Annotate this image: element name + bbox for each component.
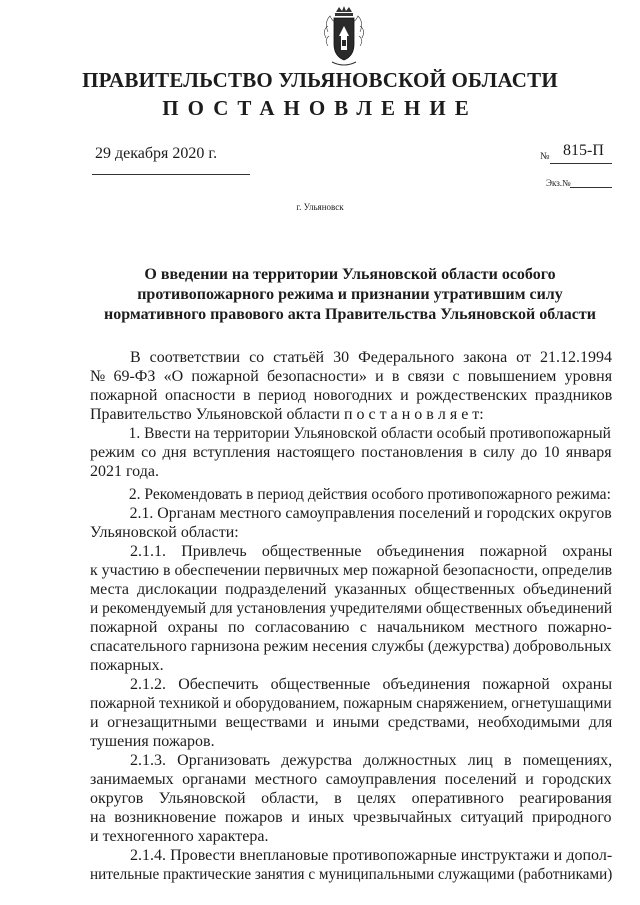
- coat-of-arms-icon: [322, 6, 366, 68]
- document-body: [90, 348, 612, 884]
- body-line: пожарной техникой и оборудованием, пожарным снаряжением, огнетушащими: [90, 695, 612, 712]
- number-underline: [550, 163, 612, 164]
- body-line: нительные практические занятия с муниципальными служащими (работниками): [90, 866, 613, 883]
- body-line: и огнезащитными веществами и иными средствами, необходимыми для: [90, 714, 613, 731]
- body-line: на возникновение пожаров и иных чрезвычайных ситуаций природного: [90, 809, 612, 826]
- copy-label: Экз.№: [546, 178, 571, 188]
- body-line: тушения пожаров.: [90, 733, 215, 750]
- body-line: пожарных.: [90, 657, 164, 674]
- document-heading: [90, 265, 610, 325]
- body-line: В соответствии со статьёй 30 Федерального закона от 21.12.1994: [130, 349, 612, 366]
- body-line: № 69-ФЗ «О пожарной безопасности» и в связи с повышением уровня: [90, 368, 613, 385]
- body-line: 2.1.3. Организовать дежурства должностных лиц в помещениях,: [130, 752, 613, 769]
- body-line: 2.1.2. Обеспечить общественные объединения пожарной охраны: [130, 676, 613, 693]
- body-line: и рекомендуемый для установления учредителями общественных объединений: [90, 600, 613, 617]
- body-line: округов Ульяновской области, в целях оперативного реагирования: [90, 790, 612, 807]
- heading-line: О введении на территории Ульяновской области особого: [144, 266, 556, 283]
- body-line: занимаемых органами местного самоуправления поселений и городских: [90, 771, 612, 788]
- body-line: к участию в обеспечении первичных мер пожарной безопасности, определив: [90, 562, 613, 579]
- body-line: Правительство Ульяновской области п о с т а н о в л я е т:: [90, 406, 484, 423]
- heading-line: нормативного правового акта Правительства Ульяновской области: [104, 306, 596, 323]
- body-line: 2. Рекомендовать в период действия особого противопожарного режима:: [128, 486, 611, 503]
- heading-line: противопожарного режима и признании утратившим силу: [137, 286, 563, 303]
- document-number: 815-П: [563, 142, 604, 159]
- body-line: и техногенного характера.: [90, 828, 269, 845]
- body-line: 2021 года.: [90, 463, 159, 480]
- date-underline: [92, 174, 250, 175]
- city-name: г. Ульяновск: [296, 202, 344, 212]
- body-line: места дислокации подразделений указанных общественных объединений: [90, 581, 612, 598]
- body-line: режим со дня вступления настоящего постановления в силу до 10 января: [90, 444, 612, 461]
- body-line: 2.1. Органам местного самоуправления поселений и городских округов: [129, 505, 612, 522]
- body-line: пожарной опасности в период новогодних и рождественских праздников: [90, 387, 613, 404]
- body-line: 1. Ввести на территории Ульяновской области особый противопожарный: [128, 425, 611, 442]
- document-date: 29 декабря 2020 г.: [95, 145, 218, 162]
- body-line: 2.1.1. Привлечь общественные объединения пожарной охраны: [130, 543, 613, 560]
- copy-underline: [570, 187, 612, 188]
- body-line: пожарной охраны по согласованию с начальником местного пожарно-: [90, 619, 612, 636]
- government-title: ПРАВИТЕЛЬСТВО УЛЬЯНОВСКОЙ ОБЛАСТИ: [82, 68, 558, 92]
- body-line: спасательного гарнизона режим несения службы (дежурства) добровольных: [90, 638, 612, 655]
- document-type: ПОСТАНОВЛЕНИЕ: [162, 96, 478, 120]
- number-label: №: [540, 151, 550, 162]
- body-line: Ульяновской области:: [90, 524, 239, 541]
- body-line: 2.1.4. Провести внеплановые противопожарные инструктажи и допол-: [130, 847, 613, 864]
